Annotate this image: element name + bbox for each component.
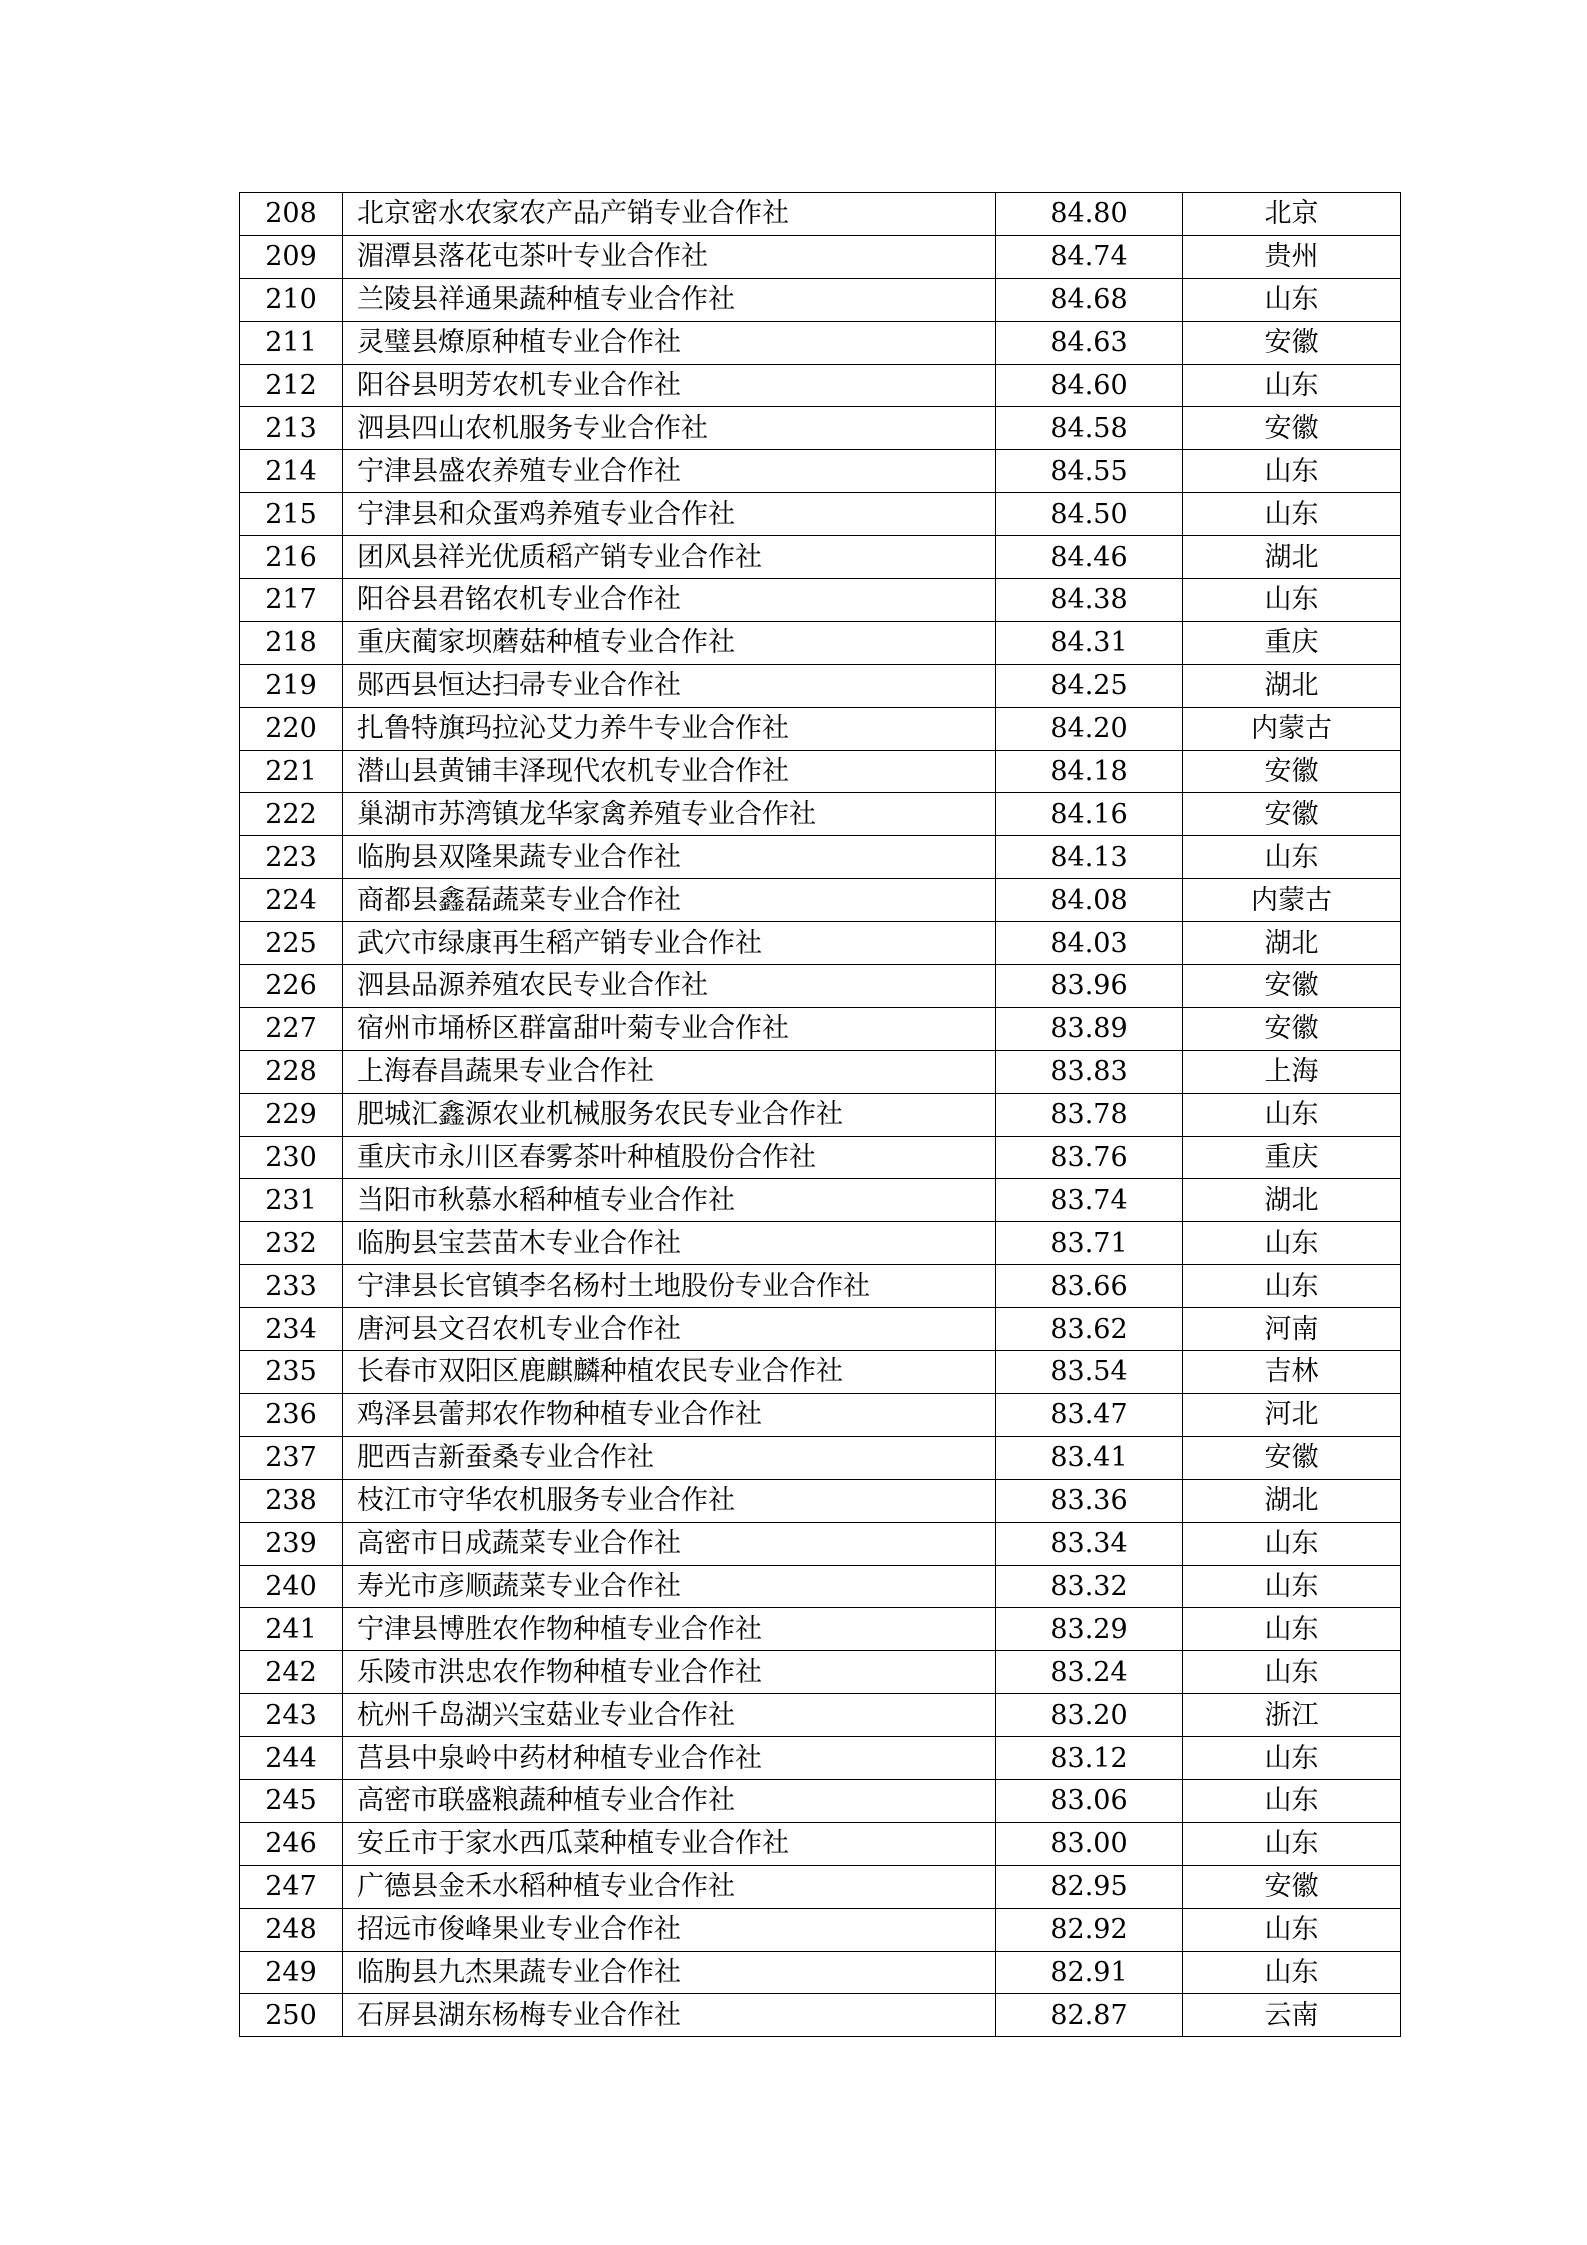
score-cell: 83.36	[996, 1479, 1183, 1522]
rank-number-cell: 232	[240, 1222, 343, 1265]
table-row	[240, 1093, 1401, 1136]
rank-number-cell: 211	[240, 321, 343, 364]
table-row	[240, 793, 1401, 836]
region-cell: 内蒙古	[1183, 879, 1401, 922]
cooperative-name-cell: 兰陵县祥通果蔬种植专业合作社	[343, 278, 996, 321]
table-row	[240, 879, 1401, 922]
cooperative-name-cell: 广德县金禾水稻种植专业合作社	[343, 1865, 996, 1908]
rank-number-cell: 237	[240, 1436, 343, 1479]
cooperative-name-cell: 宿州市埇桥区群富甜叶菊专业合作社	[343, 1007, 996, 1050]
region-cell: 贵州	[1183, 235, 1401, 278]
cooperative-name-cell: 团风县祥光优质稻产销专业合作社	[343, 536, 996, 579]
region-cell: 山东	[1183, 1737, 1401, 1780]
table-row	[240, 579, 1401, 622]
region-cell: 安徽	[1183, 1007, 1401, 1050]
region-cell: 山东	[1183, 1908, 1401, 1951]
rank-number-cell: 234	[240, 1308, 343, 1351]
rank-number-cell: 248	[240, 1908, 343, 1951]
rank-number-cell: 212	[240, 364, 343, 407]
table-row	[240, 1436, 1401, 1479]
score-cell: 83.62	[996, 1308, 1183, 1351]
score-cell: 83.89	[996, 1007, 1183, 1050]
cooperative-name-cell: 枝江市守华农机服务专业合作社	[343, 1479, 996, 1522]
table-row	[240, 1179, 1401, 1222]
region-cell: 安徽	[1183, 407, 1401, 450]
region-cell: 山东	[1183, 364, 1401, 407]
table-row	[240, 1007, 1401, 1050]
score-cell: 83.24	[996, 1651, 1183, 1694]
rank-number-cell: 241	[240, 1608, 343, 1651]
rank-number-cell: 246	[240, 1822, 343, 1865]
rank-number-cell: 240	[240, 1565, 343, 1608]
score-cell: 84.58	[996, 407, 1183, 450]
score-cell: 83.66	[996, 1265, 1183, 1308]
cooperative-name-cell: 宁津县长官镇李名杨村土地股份专业合作社	[343, 1265, 996, 1308]
rank-number-cell: 224	[240, 879, 343, 922]
cooperative-name-cell: 肥城汇鑫源农业机械服务农民专业合作社	[343, 1093, 996, 1136]
rank-number-cell: 236	[240, 1393, 343, 1436]
cooperative-name-cell: 唐河县文召农机专业合作社	[343, 1308, 996, 1351]
cooperative-name-cell: 阳谷县君铭农机专业合作社	[343, 579, 996, 622]
table-row	[240, 1050, 1401, 1093]
cooperative-name-cell: 临朐县双隆果蔬专业合作社	[343, 836, 996, 879]
rank-number-cell: 217	[240, 579, 343, 622]
score-cell: 84.08	[996, 879, 1183, 922]
region-cell: 山东	[1183, 1522, 1401, 1565]
cooperative-name-cell: 宁津县盛农养殖专业合作社	[343, 450, 996, 493]
region-cell: 吉林	[1183, 1351, 1401, 1394]
rank-number-cell: 222	[240, 793, 343, 836]
region-cell: 湖北	[1183, 1179, 1401, 1222]
cooperative-name-cell: 杭州千岛湖兴宝菇业专业合作社	[343, 1694, 996, 1737]
score-cell: 83.12	[996, 1737, 1183, 1780]
table-row	[240, 707, 1401, 750]
region-cell: 山东	[1183, 1651, 1401, 1694]
rank-number-cell: 220	[240, 707, 343, 750]
score-cell: 84.25	[996, 664, 1183, 707]
cooperative-name-cell: 肥西吉新蚕桑专业合作社	[343, 1436, 996, 1479]
region-cell: 山东	[1183, 1093, 1401, 1136]
cooperative-name-cell: 高密市日成蔬菜专业合作社	[343, 1522, 996, 1565]
rank-number-cell: 216	[240, 536, 343, 579]
table-row	[240, 493, 1401, 536]
table-row	[240, 1393, 1401, 1436]
score-cell: 83.76	[996, 1136, 1183, 1179]
rank-number-cell: 208	[240, 193, 343, 236]
score-cell: 84.03	[996, 922, 1183, 965]
cooperative-name-cell: 高密市联盛粮蔬种植专业合作社	[343, 1779, 996, 1822]
score-cell: 83.34	[996, 1522, 1183, 1565]
region-cell: 内蒙古	[1183, 707, 1401, 750]
rank-number-cell: 250	[240, 1994, 343, 2037]
rank-number-cell: 227	[240, 1007, 343, 1050]
rank-number-cell: 228	[240, 1050, 343, 1093]
region-cell: 湖北	[1183, 922, 1401, 965]
score-cell: 84.46	[996, 536, 1183, 579]
table-row	[240, 750, 1401, 793]
score-cell: 83.06	[996, 1779, 1183, 1822]
table-row	[240, 1308, 1401, 1351]
rank-number-cell: 226	[240, 965, 343, 1008]
rank-number-cell: 247	[240, 1865, 343, 1908]
region-cell: 山东	[1183, 1222, 1401, 1265]
rank-number-cell: 245	[240, 1779, 343, 1822]
rank-number-cell: 242	[240, 1651, 343, 1694]
cooperative-name-cell: 当阳市秋慕水稻种植专业合作社	[343, 1179, 996, 1222]
rank-number-cell: 225	[240, 922, 343, 965]
table-row	[240, 1565, 1401, 1608]
cooperative-name-cell: 泗县品源养殖农民专业合作社	[343, 965, 996, 1008]
cooperative-name-cell: 宁津县和众蛋鸡养殖专业合作社	[343, 493, 996, 536]
region-cell: 安徽	[1183, 793, 1401, 836]
cooperative-name-cell: 寿光市彦顺蔬菜专业合作社	[343, 1565, 996, 1608]
ranking-table	[239, 192, 1401, 2037]
score-cell: 83.47	[996, 1393, 1183, 1436]
score-cell: 82.92	[996, 1908, 1183, 1951]
region-cell: 山东	[1183, 450, 1401, 493]
cooperative-name-cell: 鸡泽县蕾邦农作物种植专业合作社	[343, 1393, 996, 1436]
cooperative-name-cell: 临朐县宝芸苗木专业合作社	[343, 1222, 996, 1265]
rank-number-cell: 235	[240, 1351, 343, 1394]
score-cell: 83.32	[996, 1565, 1183, 1608]
table-row	[240, 1136, 1401, 1179]
score-cell: 83.71	[996, 1222, 1183, 1265]
table-row	[240, 193, 1401, 236]
region-cell: 上海	[1183, 1050, 1401, 1093]
rank-number-cell: 223	[240, 836, 343, 879]
table-row	[240, 278, 1401, 321]
score-cell: 84.55	[996, 450, 1183, 493]
rank-number-cell: 210	[240, 278, 343, 321]
table-row	[240, 1522, 1401, 1565]
region-cell: 山东	[1183, 1265, 1401, 1308]
score-cell: 84.80	[996, 193, 1183, 236]
table-row	[240, 1865, 1401, 1908]
score-cell: 83.00	[996, 1822, 1183, 1865]
region-cell: 湖北	[1183, 536, 1401, 579]
region-cell: 山东	[1183, 1565, 1401, 1608]
rank-number-cell: 233	[240, 1265, 343, 1308]
cooperative-name-cell: 上海春昌蔬果专业合作社	[343, 1050, 996, 1093]
score-cell: 84.13	[996, 836, 1183, 879]
score-cell: 82.87	[996, 1994, 1183, 2037]
rank-number-cell: 249	[240, 1951, 343, 1994]
table-row	[240, 1779, 1401, 1822]
region-cell: 河北	[1183, 1393, 1401, 1436]
cooperative-name-cell: 重庆蔺家坝蘑菇种植专业合作社	[343, 621, 996, 664]
rank-number-cell: 230	[240, 1136, 343, 1179]
score-cell: 84.16	[996, 793, 1183, 836]
table-row	[240, 1651, 1401, 1694]
rank-number-cell: 243	[240, 1694, 343, 1737]
score-cell: 83.20	[996, 1694, 1183, 1737]
table-row	[240, 1737, 1401, 1780]
region-cell: 安徽	[1183, 750, 1401, 793]
cooperative-name-cell: 潜山县黄铺丰泽现代农机专业合作社	[343, 750, 996, 793]
rank-number-cell: 213	[240, 407, 343, 450]
rank-number-cell: 209	[240, 235, 343, 278]
region-cell: 重庆	[1183, 621, 1401, 664]
score-cell: 84.31	[996, 621, 1183, 664]
score-cell: 84.18	[996, 750, 1183, 793]
score-cell: 83.74	[996, 1179, 1183, 1222]
table-row	[240, 364, 1401, 407]
region-cell: 山东	[1183, 1951, 1401, 1994]
table-row	[240, 1908, 1401, 1951]
region-cell: 山东	[1183, 1608, 1401, 1651]
region-cell: 山东	[1183, 836, 1401, 879]
table-row	[240, 407, 1401, 450]
table-row	[240, 1479, 1401, 1522]
region-cell: 湖北	[1183, 664, 1401, 707]
cooperative-name-cell: 北京密水农家农产品产销专业合作社	[343, 193, 996, 236]
region-cell: 山东	[1183, 278, 1401, 321]
region-cell: 山东	[1183, 579, 1401, 622]
score-cell: 83.96	[996, 965, 1183, 1008]
cooperative-name-cell: 招远市俊峰果业专业合作社	[343, 1908, 996, 1951]
region-cell: 山东	[1183, 1822, 1401, 1865]
score-cell: 84.63	[996, 321, 1183, 364]
region-cell: 安徽	[1183, 1865, 1401, 1908]
score-cell: 83.54	[996, 1351, 1183, 1394]
cooperative-name-cell: 巢湖市苏湾镇龙华家禽养殖专业合作社	[343, 793, 996, 836]
region-cell: 山东	[1183, 1779, 1401, 1822]
region-cell: 重庆	[1183, 1136, 1401, 1179]
cooperative-name-cell: 湄潭县落花屯茶叶专业合作社	[343, 235, 996, 278]
table-row	[240, 664, 1401, 707]
cooperative-name-cell: 武穴市绿康再生稻产销专业合作社	[343, 922, 996, 965]
table-row	[240, 450, 1401, 493]
rank-number-cell: 219	[240, 664, 343, 707]
score-cell: 82.91	[996, 1951, 1183, 1994]
score-cell: 84.74	[996, 235, 1183, 278]
table-row	[240, 1351, 1401, 1394]
rank-number-cell: 218	[240, 621, 343, 664]
table-row	[240, 965, 1401, 1008]
score-cell: 84.60	[996, 364, 1183, 407]
table-row	[240, 1951, 1401, 1994]
score-cell: 84.50	[996, 493, 1183, 536]
table-row	[240, 621, 1401, 664]
cooperative-name-cell: 长春市双阳区鹿麒麟种植农民专业合作社	[343, 1351, 996, 1394]
ranking-table-body	[240, 193, 1401, 2037]
region-cell: 安徽	[1183, 1436, 1401, 1479]
rank-number-cell: 239	[240, 1522, 343, 1565]
rank-number-cell: 244	[240, 1737, 343, 1780]
table-row	[240, 536, 1401, 579]
score-cell: 83.78	[996, 1093, 1183, 1136]
rank-number-cell: 214	[240, 450, 343, 493]
table-row	[240, 1694, 1401, 1737]
cooperative-name-cell: 安丘市于家水西瓜菜种植专业合作社	[343, 1822, 996, 1865]
score-cell: 82.95	[996, 1865, 1183, 1908]
region-cell: 北京	[1183, 193, 1401, 236]
cooperative-name-cell: 泗县四山农机服务专业合作社	[343, 407, 996, 450]
region-cell: 浙江	[1183, 1694, 1401, 1737]
cooperative-name-cell: 莒县中泉岭中药材种植专业合作社	[343, 1737, 996, 1780]
table-row	[240, 1994, 1401, 2037]
table-row	[240, 1222, 1401, 1265]
cooperative-name-cell: 灵璧县燎原种植专业合作社	[343, 321, 996, 364]
table-row	[240, 1608, 1401, 1651]
table-row	[240, 235, 1401, 278]
region-cell: 安徽	[1183, 321, 1401, 364]
rank-number-cell: 221	[240, 750, 343, 793]
rank-number-cell: 215	[240, 493, 343, 536]
region-cell: 安徽	[1183, 965, 1401, 1008]
rank-number-cell: 231	[240, 1179, 343, 1222]
cooperative-name-cell: 宁津县博胜农作物种植专业合作社	[343, 1608, 996, 1651]
table-row	[240, 1822, 1401, 1865]
cooperative-name-cell: 乐陵市洪忠农作物种植专业合作社	[343, 1651, 996, 1694]
region-cell: 河南	[1183, 1308, 1401, 1351]
score-cell: 83.83	[996, 1050, 1183, 1093]
cooperative-name-cell: 商都县鑫磊蔬菜专业合作社	[343, 879, 996, 922]
rank-number-cell: 238	[240, 1479, 343, 1522]
score-cell: 83.29	[996, 1608, 1183, 1651]
cooperative-name-cell: 石屏县湖东杨梅专业合作社	[343, 1994, 996, 2037]
table-row	[240, 1265, 1401, 1308]
region-cell: 云南	[1183, 1994, 1401, 2037]
score-cell: 83.41	[996, 1436, 1183, 1479]
score-cell: 84.38	[996, 579, 1183, 622]
region-cell: 山东	[1183, 493, 1401, 536]
region-cell: 湖北	[1183, 1479, 1401, 1522]
table-row	[240, 321, 1401, 364]
cooperative-name-cell: 重庆市永川区春雾茶叶种植股份合作社	[343, 1136, 996, 1179]
cooperative-name-cell: 阳谷县明芳农机专业合作社	[343, 364, 996, 407]
cooperative-name-cell: 扎鲁特旗玛拉沁艾力养牛专业合作社	[343, 707, 996, 750]
score-cell: 84.68	[996, 278, 1183, 321]
cooperative-name-cell: 临朐县九杰果蔬专业合作社	[343, 1951, 996, 1994]
table-row	[240, 836, 1401, 879]
table-row	[240, 922, 1401, 965]
rank-number-cell: 229	[240, 1093, 343, 1136]
cooperative-name-cell: 郧西县恒达扫帚专业合作社	[343, 664, 996, 707]
score-cell: 84.20	[996, 707, 1183, 750]
